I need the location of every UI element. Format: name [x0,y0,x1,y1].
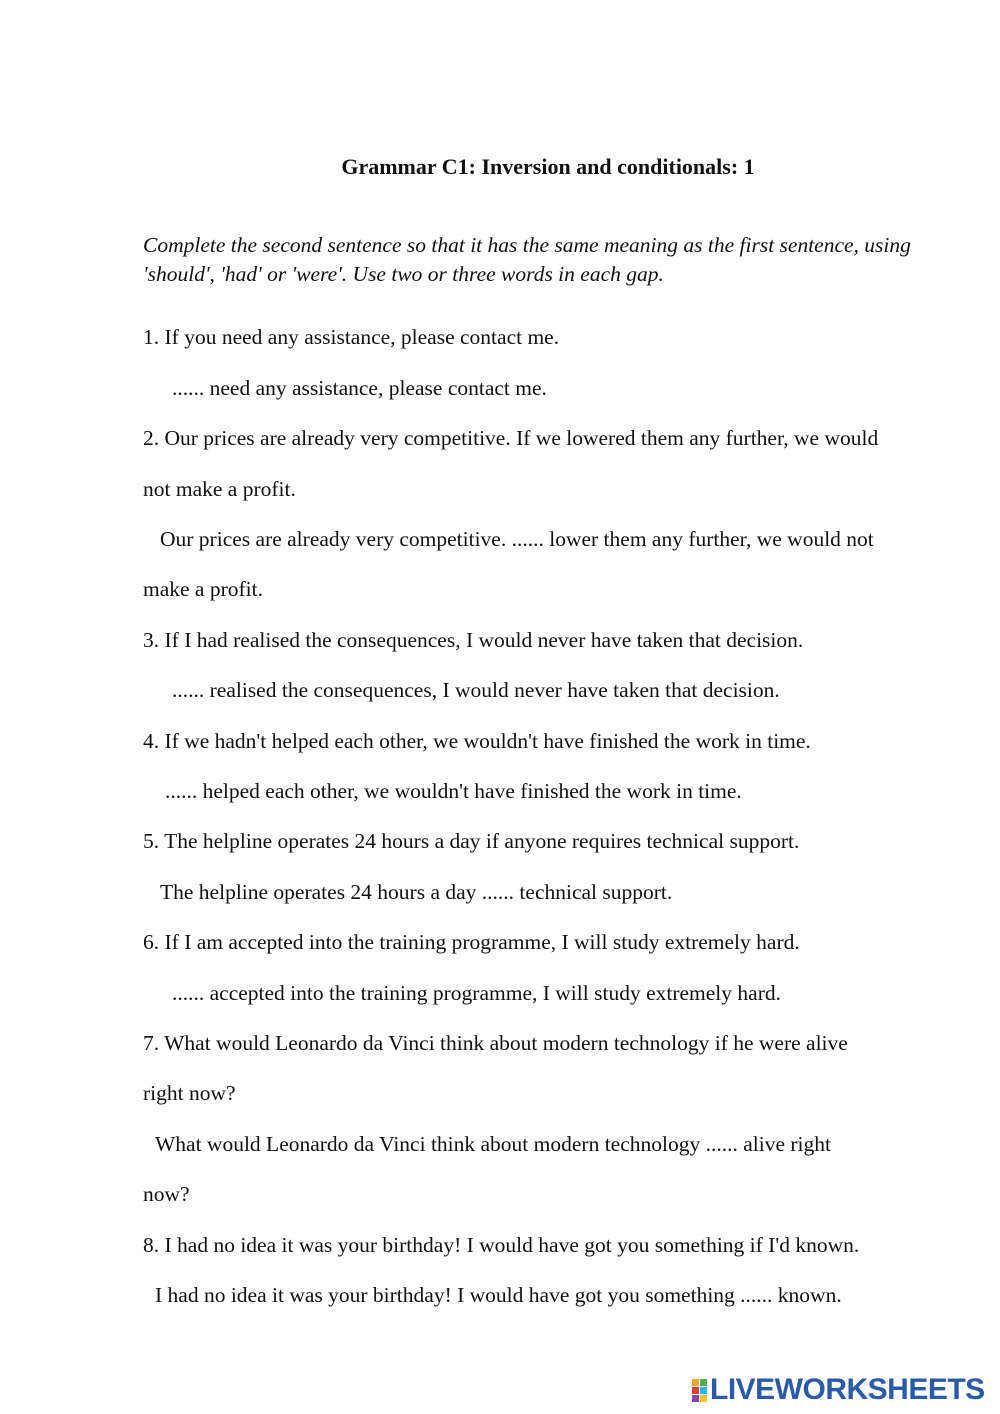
logo-square [700,1395,707,1402]
logo-mark-icon [692,1379,707,1402]
logo-square [692,1387,699,1394]
question-7-continued: right now? [143,1081,236,1105]
logo-square [692,1379,699,1386]
answer-line-3: ...... realised the consequences, I would never have taken that decision. [172,678,780,702]
question-7: 7. What would Leonardo da Vinci think about modern technology if he were alive [143,1031,848,1055]
liveworksheets-logo [692,1374,985,1406]
answer-line-2-continued: make a profit. [143,577,263,601]
question-3: 3. If I had realised the consequences, I would never have taken that decision. [143,628,804,652]
question-8: 8. I had no idea it was your birthday! I would have got you something if I'd known. [143,1233,860,1257]
answer-line-4: ...... helped each other, we wouldn't have finished the work in time. [165,779,742,803]
question-1: 1. If you need any assistance, please contact me. [143,325,560,349]
answer-line-1: ...... need any assistance, please contact me. [172,376,547,400]
logo-text: LIVEWORKSHEETS [710,1373,985,1406]
question-2-continued: not make a profit. [143,477,296,501]
logo-square [700,1387,707,1394]
answer-line-2: Our prices are already very competitive. ...... lower them any further, we would not [160,527,874,551]
question-2: 2. Our prices are already very competitive. If we lowered them any further, we would [143,426,879,450]
logo-square [692,1395,699,1402]
answer-line-7-continued: now? [143,1182,190,1206]
question-4: 4. If we hadn't helped each other, we wouldn't have finished the work in time. [143,729,811,753]
answer-line-8: I had no idea it was your birthday! I would have got you something ...... known. [155,1283,842,1307]
question-5: 5. The helpline operates 24 hours a day if anyone requires technical support. [143,829,800,853]
answer-line-6: ...... accepted into the training programme, I will study extremely hard. [172,981,781,1005]
question-6: 6. If I am accepted into the training programme, I will study extremely hard. [143,930,800,954]
worksheet-title: Grammar C1: Inversion and conditionals: 1 [341,154,755,179]
instructions-text: Complete the second sentence so that it has the same meaning as the first sentence, using 'should', 'had' or 'were'. Use two or three words in each gap. [143,233,911,286]
logo-square [700,1379,707,1386]
answer-line-7: What would Leonardo da Vinci think about modern technology ...... alive right [155,1132,832,1156]
answer-line-5: The helpline operates 24 hours a day ...... technical support. [160,880,673,904]
